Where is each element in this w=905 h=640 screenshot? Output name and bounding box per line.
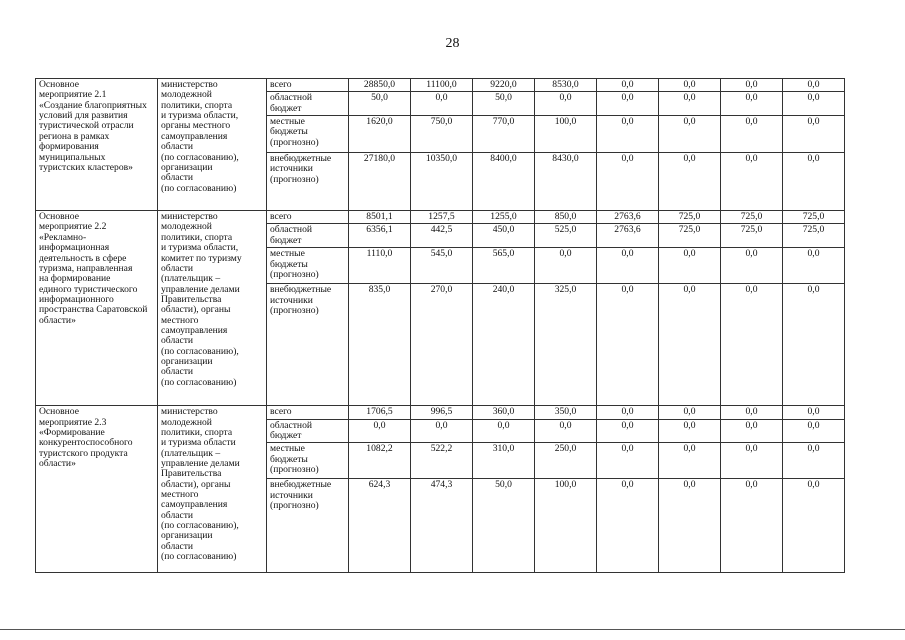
amount-cell: 0,0 [659,248,721,284]
amount-cell: 0,0 [411,92,473,116]
amount-cell: 0,0 [783,116,845,153]
amount-cell: 725,0 [721,211,783,224]
amount-cell: 770,0 [473,116,535,153]
amount-cell: 0,0 [783,406,845,419]
amount-cell: 0,0 [659,92,721,116]
funding-source: всего [267,211,349,224]
amount-cell: 9220,0 [473,79,535,92]
amount-cell: 0,0 [721,153,783,211]
amount-cell: 2763,6 [597,211,659,224]
funding-source: всего [267,406,349,419]
amount-cell: 0,0 [659,479,721,573]
amount-cell: 0,0 [659,443,721,479]
amount-cell: 0,0 [597,419,659,443]
amount-cell: 1110,0 [349,248,411,284]
amount-cell: 0,0 [721,479,783,573]
amount-cell: 525,0 [535,224,597,248]
amount-cell: 0,0 [597,248,659,284]
amount-cell: 0,0 [535,419,597,443]
amount-cell: 0,0 [597,79,659,92]
amount-cell: 0,0 [783,443,845,479]
activity-name: Основное мероприятие 2.2 «Рекламно- информационная деятельность в сфере туризма, направленная на формирование единого туристического информационного пространства Саратовской области» [36,211,158,406]
amount-cell: 0,0 [597,284,659,406]
funding-source: областной бюджет [267,92,349,116]
amount-cell: 0,0 [783,248,845,284]
amount-cell: 27180,0 [349,153,411,211]
amount-cell: 0,0 [597,406,659,419]
amount-cell: 0,0 [597,92,659,116]
activity-name: Основное мероприятие 2.3 «Формирование конкурентоспособного туристского продукта области» [36,406,158,573]
amount-cell: 1620,0 [349,116,411,153]
budget-row [36,406,845,419]
amount-cell: 0,0 [783,92,845,116]
amount-cell: 474,3 [411,479,473,573]
amount-cell: 8501,1 [349,211,411,224]
amount-cell: 545,0 [411,248,473,284]
amount-cell: 0,0 [783,79,845,92]
funding-source: местные бюджеты (прогнозно) [267,116,349,153]
amount-cell: 0,0 [721,406,783,419]
amount-cell: 240,0 [473,284,535,406]
amount-cell: 725,0 [659,224,721,248]
amount-cell: 0,0 [597,116,659,153]
funding-source: областной бюджет [267,224,349,248]
amount-cell: 1082,2 [349,443,411,479]
amount-cell: 0,0 [659,153,721,211]
amount-cell: 250,0 [535,443,597,479]
amount-cell: 725,0 [783,224,845,248]
funding-source: местные бюджеты (прогнозно) [267,248,349,284]
activity-name: Основное мероприятие 2.1 «Создание благоприятных условий для развития туристической отрасли региона в рамках формирования муниципальных туристских кластеров» [36,79,158,211]
amount-cell: 50,0 [349,92,411,116]
amount-cell: 1706,5 [349,406,411,419]
amount-cell: 0,0 [659,419,721,443]
activity-executors: министерство молодежной политики, спорта и туризма области (плательщик – управление делами Правительства области), органы местного самоуправления области (по согласованию), организации области (по согласованию) [158,406,267,573]
amount-cell: 0,0 [535,92,597,116]
budget-table [35,78,845,573]
amount-cell: 0,0 [349,419,411,443]
amount-cell: 0,0 [659,79,721,92]
amount-cell: 750,0 [411,116,473,153]
amount-cell: 0,0 [535,248,597,284]
amount-cell: 11100,0 [411,79,473,92]
funding-source: внебюджетные источники (прогнозно) [267,479,349,573]
amount-cell: 996,5 [411,406,473,419]
amount-cell: 0,0 [721,284,783,406]
activity-executors: министерство молодежной политики, спорта и туризма области, органы местного самоуправления области (по согласованию), организации области (по согласованию) [158,79,267,211]
amount-cell: 360,0 [473,406,535,419]
amount-cell: 0,0 [597,443,659,479]
amount-cell: 325,0 [535,284,597,406]
amount-cell: 450,0 [473,224,535,248]
amount-cell: 270,0 [411,284,473,406]
amount-cell: 10350,0 [411,153,473,211]
amount-cell: 850,0 [535,211,597,224]
funding-source: местные бюджеты (прогнозно) [267,443,349,479]
amount-cell: 1257,5 [411,211,473,224]
amount-cell: 8530,0 [535,79,597,92]
amount-cell: 0,0 [659,284,721,406]
amount-cell: 8430,0 [535,153,597,211]
budget-row [36,211,845,224]
amount-cell: 0,0 [783,479,845,573]
amount-cell: 0,0 [721,92,783,116]
amount-cell: 0,0 [721,248,783,284]
amount-cell: 0,0 [783,153,845,211]
amount-cell: 565,0 [473,248,535,284]
funding-source: внебюджетные источники (прогнозно) [267,153,349,211]
page-edge-line [0,629,905,630]
amount-cell: 0,0 [597,153,659,211]
amount-cell: 1255,0 [473,211,535,224]
amount-cell: 100,0 [535,116,597,153]
budget-row [36,79,845,92]
amount-cell: 835,0 [349,284,411,406]
amount-cell: 0,0 [721,79,783,92]
amount-cell: 0,0 [721,419,783,443]
amount-cell: 0,0 [659,116,721,153]
amount-cell: 28850,0 [349,79,411,92]
amount-cell: 2763,6 [597,224,659,248]
amount-cell: 0,0 [721,116,783,153]
amount-cell: 624,3 [349,479,411,573]
amount-cell: 0,0 [783,284,845,406]
amount-cell: 0,0 [783,419,845,443]
amount-cell: 6356,1 [349,224,411,248]
funding-source: всего [267,79,349,92]
amount-cell: 50,0 [473,92,535,116]
amount-cell: 0,0 [473,419,535,443]
funding-source: внебюджетные источники (прогнозно) [267,284,349,406]
amount-cell: 0,0 [721,443,783,479]
amount-cell: 725,0 [659,211,721,224]
amount-cell: 50,0 [473,479,535,573]
amount-cell: 0,0 [411,419,473,443]
amount-cell: 725,0 [721,224,783,248]
activity-executors: министерство молодежной политики, спорта и туризма области, комитет по туризму области (плательщик – управление делами Правительства области), органы местного самоуправления области (по согласованию), организации области (по согласованию) [158,211,267,406]
amount-cell: 725,0 [783,211,845,224]
page-number: 28 [445,36,460,51]
amount-cell: 100,0 [535,479,597,573]
amount-cell: 522,2 [411,443,473,479]
amount-cell: 0,0 [597,479,659,573]
amount-cell: 310,0 [473,443,535,479]
funding-source: областной бюджет [267,419,349,443]
amount-cell: 442,5 [411,224,473,248]
amount-cell: 0,0 [659,406,721,419]
amount-cell: 350,0 [535,406,597,419]
amount-cell: 8400,0 [473,153,535,211]
